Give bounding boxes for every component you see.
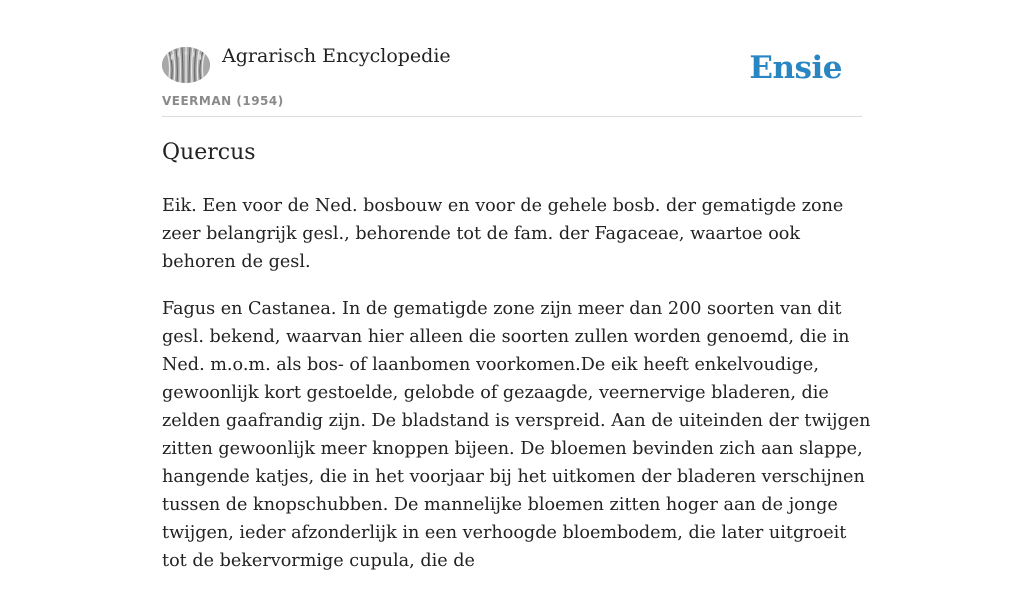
article-paragraph: Eik. Een voor de Ned. bosbouw en voor de gehele bosb. der gematigde zone zeer belangrijk gesl., behorende tot de fam. der Fagaceae, waartoe ook behoren de gesl.: [162, 196, 844, 272]
article-paragraph: Fagus en Castanea. In de gematigde zone zijn meer dan 200 soorten van dit gesl. bekend, waarvan hier alleen die soorten zullen worden genoemd, die in Ned. m.o.m. als bos- of laanbomen voorkomen.De eik heeft enkelvoudige, gewoonlijk kort gestoelde, gelobde of gezaagde, veernervige bladeren, die zelden gaafrandig zijn. De bladstand is verspreid. Aan de uiteinden der twijgen zitten gewoonlijk meer knoppen bijeen. De bloemen bevinden zich aan slappe, hangende katjes, die in het voorjaar bij het uitkomen der bladeren verschijnen tussen de knopschubben. De mannelijke bloemen zitten hoger aan de jonge twijgen, ieder afzonderlijk in een verhoogde bloembodem, die later uitgroeit tot de bekervormige cupula, die de: [162, 299, 871, 571]
author-line: VEERMAN (1954): [162, 94, 284, 108]
wheat-icon[interactable]: [162, 47, 210, 83]
page: [162, 0, 871, 571]
article-body: [162, 192, 872, 594]
header: [162, 0, 862, 117]
brand-logo[interactable]: Ensie: [749, 50, 842, 86]
publication-title[interactable]: Agrarisch Encyclopedie: [222, 45, 451, 67]
article-title: Quercus: [162, 140, 256, 165]
